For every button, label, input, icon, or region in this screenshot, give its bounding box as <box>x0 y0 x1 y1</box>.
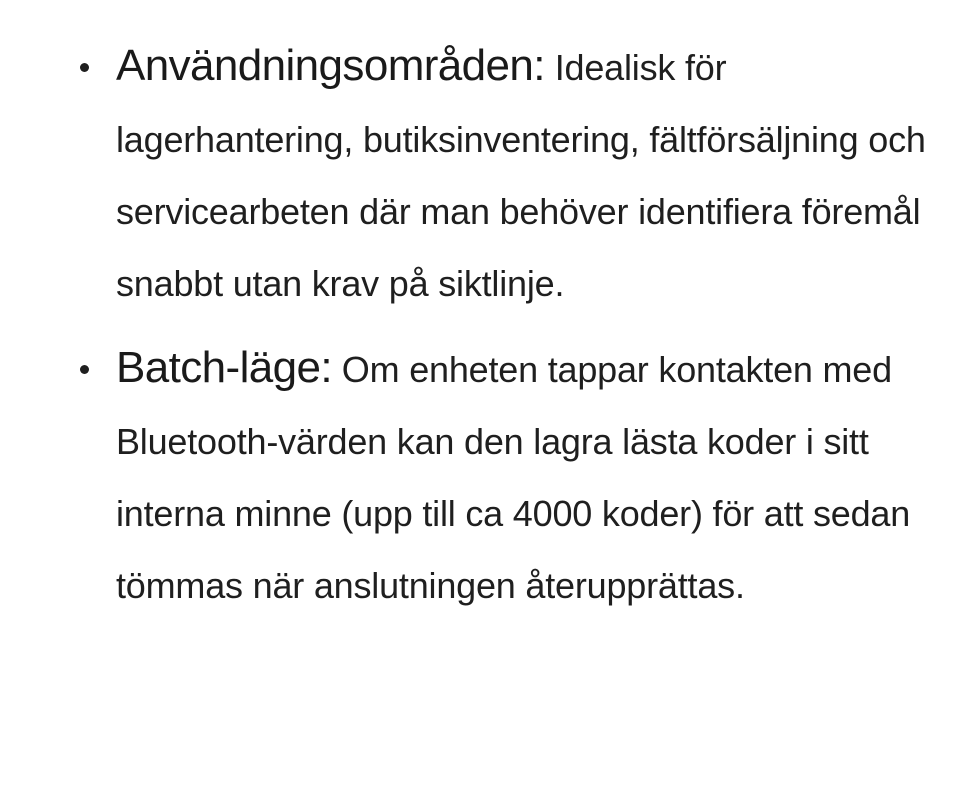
list-item-term: Batch-läge: <box>116 343 332 392</box>
list-item-text <box>116 332 926 622</box>
list-item-description: Om enheten tappar kontakten med Bluetooth-värden kan den lagra lästa koder i sitt interna minne (upp till ca 4000 koder) för att sedan tömmas när anslutningen återupprättas. <box>116 349 911 606</box>
list-item-usage-areas <box>0 30 960 320</box>
bullet-dot-icon <box>80 63 89 72</box>
list-item-text <box>116 30 926 320</box>
bullet-list <box>0 30 960 622</box>
bullet-dot-icon <box>80 365 89 374</box>
list-item-batch-mode <box>0 332 960 622</box>
list-item-term: Användningsområden: <box>116 41 545 90</box>
list-item-description: Idealisk för lagerhantering, butiksinventering, fältförsäljning och servicearbeten där man behöver identifiera föremål snabbt utan krav på siktlinje. <box>116 47 926 304</box>
